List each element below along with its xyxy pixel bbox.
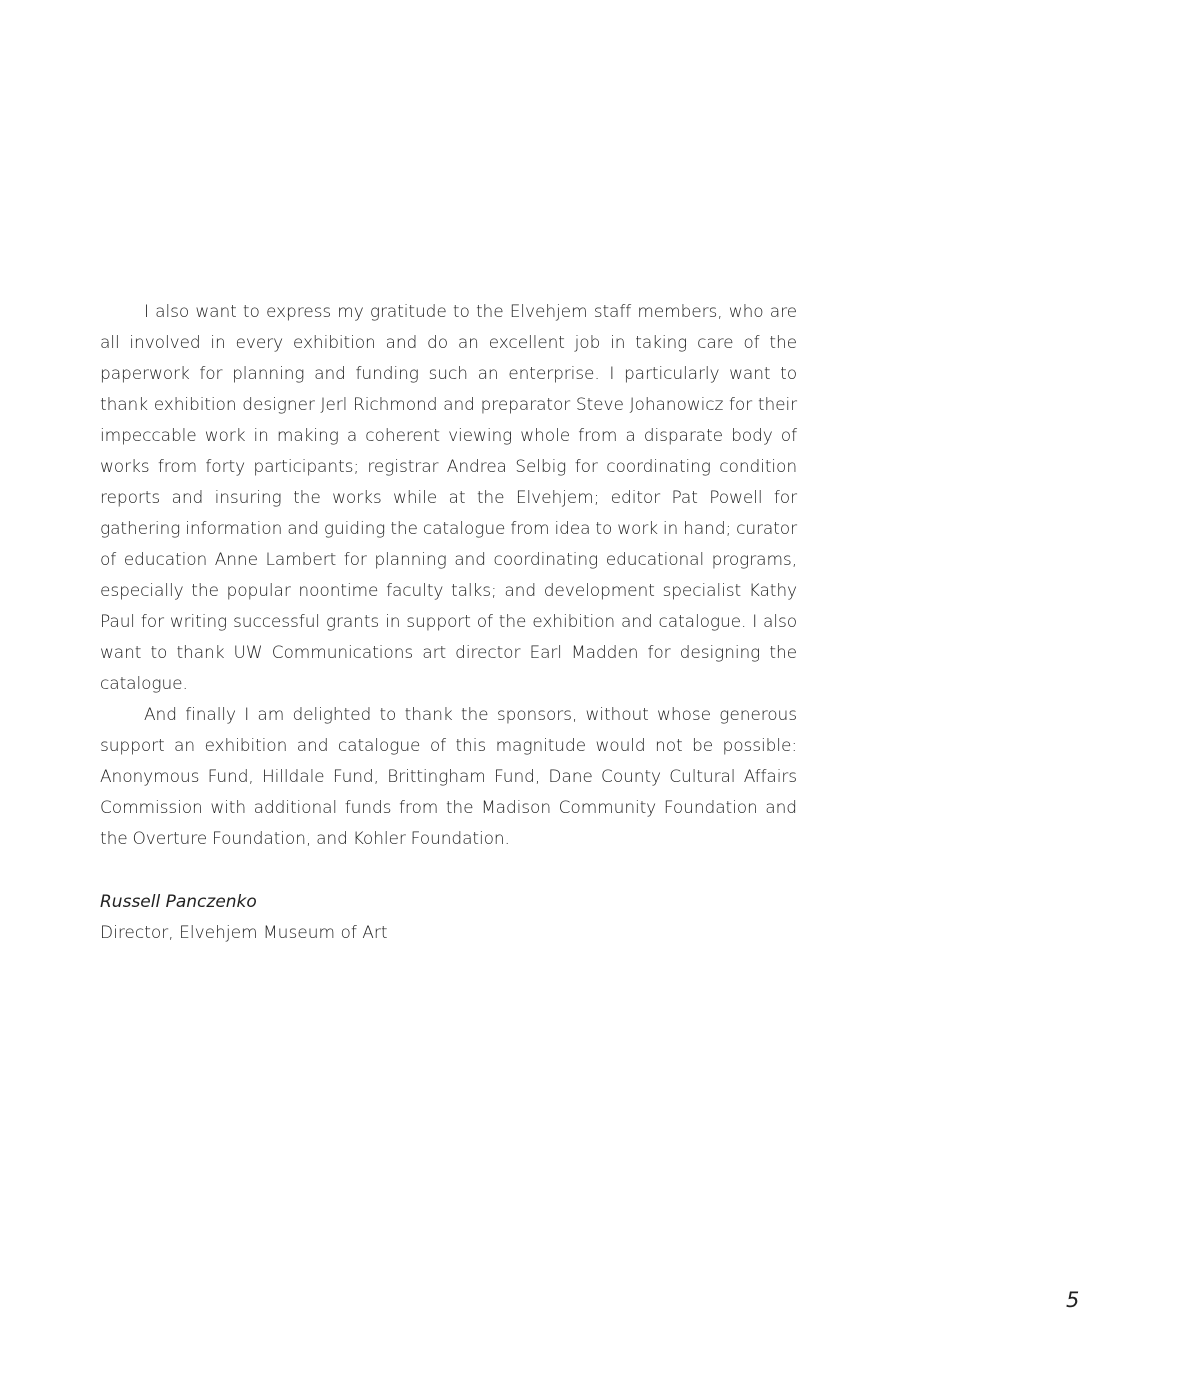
paragraph-acknowledgements-sponsors: And finally I am delighted to thank the sponsors, without whose generous support an exhibition and catalogue of this magnitude would not be possible: Anonymous Fund, Hilldale Fund, Brittingham Fund, Dane County Cultural Affairs Commission with additional funds from the Madison Community Foundation and the Overture Foundation, and Kohler Foundation. [100,705,797,849]
page-number: 5 [1066,1288,1080,1312]
signature-name: Russell Panczenko [100,892,257,912]
signature-title: Director, Elvehjem Museum of Art [100,923,388,943]
body-text [100,297,797,855]
signature-block [100,887,388,949]
paragraph-acknowledgements-staff: I also want to express my gratitude to the Elvehjem staff members, who are all involved in every exhibition and do an excellent job in taking care of the paperwork for planning and funding such an enterprise. I particularly want to thank exhibition designer Jerl Richmond and preparator Steve Johanowicz for their impeccable work in making a coherent viewing whole from a disparate body of works from forty participants; registrar Andrea Selbig for coordinating condition reports and insuring the works while at the Elvehjem; editor Pat Powell for gathering information and guiding the catalogue from idea to work in hand; curator of education Anne Lambert for planning and coordinating educational programs, especially the popular noontime faculty talks; and development specialist Kathy Paul for writing successful grants in support of the exhibition and catalogue. I also want to thank UW Communications art director Earl Madden for designing the catalogue. [100,302,797,694]
